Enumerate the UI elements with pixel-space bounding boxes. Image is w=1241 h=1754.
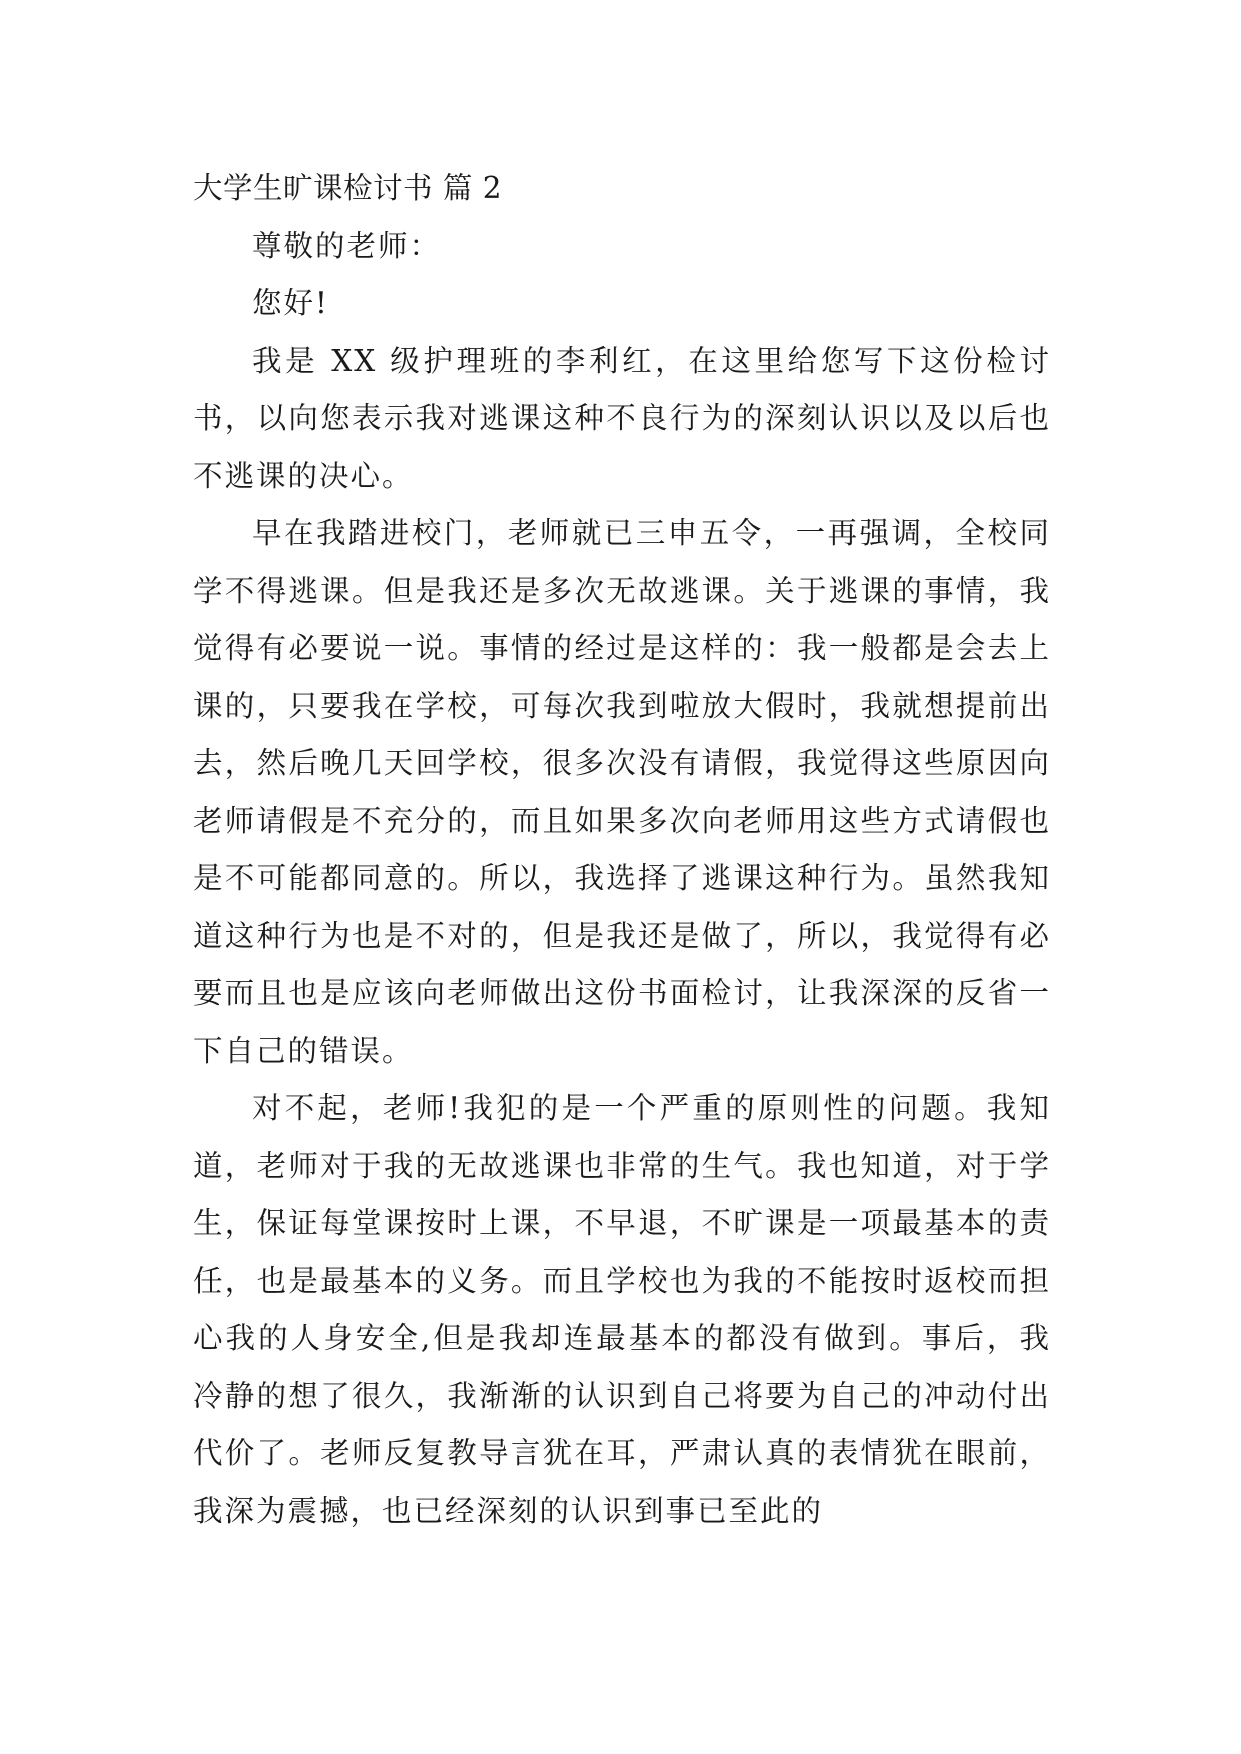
body-paragraph: 对不起，老师!我犯的是一个严重的原则性的问题。我知道，老师对于我的无故逃课也非常的生气。我也知道，对于学生，保证每堂课按时上课，不早退，不旷课是一项最基本的责任，也是最基本的义务。而且学校也为我的不能按时返校而担心我的人身安全,但是我却连最基本的都没有做到。事后，我冷静的想了很久，我渐渐的认识到自己将要为自己的冲动付出代价了。老师反复教导言犹在耳，严肃认真的表情犹在眼前，我深为震撼，也已经深刻的认识到事已至此的 [193,1091,1051,1528]
body-paragraph: 早在我踏进校门，老师就已三申五令，一再强调，全校同学不得逃课。但是我还是多次无故逃课。关于逃课的事情，我觉得有必要说一说。事情的经过是这样的：我一般都是会去上课的，只要我在学校，可每次我到啦放大假时，我就想提前出去，然后晚几天回学校，很多次没有请假，我觉得这些原因向老师请假是不充分的，而且如果多次向老师用这些方式请假也是不可能都同意的。所以，我选择了逃课这种行为。虽然我知道这种行为也是不对的，但是我还是做了，所以，我觉得有必要而且也是应该向老师做出这份书面检讨，让我深深的反省一下自己的错误。 [193,516,1051,1068]
salutation: 尊敬的老师： [252,228,442,263]
greeting: 您好! [252,286,329,320]
document-title: 大学生旷课检讨书 篇 2 [193,171,503,205]
document-page [193,160,1051,1540]
body-paragraph: 我是 XX 级护理班的李利红，在这里给您写下这份检讨书，以向您表示我对逃课这种不良行为的深刻认识以及以后也不逃课的决心。 [193,343,1051,493]
